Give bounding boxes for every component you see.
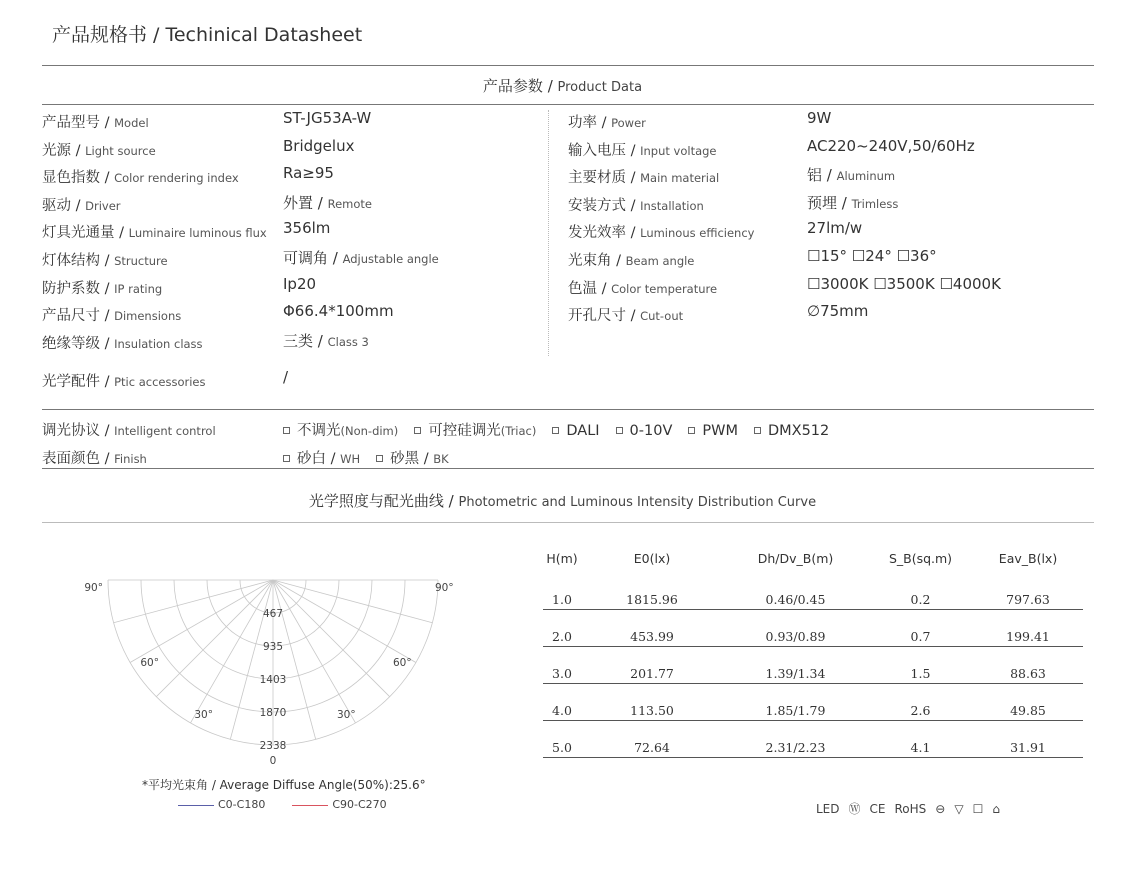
polar-spoke: [273, 580, 356, 723]
table-cell: 113.50: [581, 683, 723, 720]
angle-label: 60°: [140, 657, 159, 669]
table-header: E0(lx): [633, 550, 671, 566]
cert-icon: ☐: [972, 801, 984, 816]
table-cell: 201.77: [581, 646, 723, 683]
spec-label: 产品型号 / Model: [42, 115, 149, 131]
spec-label: 输入电压 / Input voltage: [568, 142, 717, 159]
option-item[interactable]: 砂白 / WH: [283, 451, 360, 467]
table-row: [543, 683, 1083, 720]
table-cell: 88.63: [973, 646, 1083, 683]
option-item[interactable]: DMX512: [754, 423, 829, 439]
spec-value: Ip20: [283, 274, 317, 293]
polar-spoke: [273, 580, 416, 663]
divider: [42, 65, 1094, 66]
accessories-value: /: [283, 368, 289, 386]
cert-icon: ⌂: [992, 801, 1000, 816]
spec-label: 防护系数 / IP rating: [42, 280, 163, 297]
spec-value: AC220~240V,50/60Hz: [807, 136, 975, 155]
divider: [42, 104, 1094, 105]
checkbox[interactable]: [376, 455, 383, 462]
spec-label: 光源 / Light source: [42, 142, 156, 159]
angle-label: 30°: [194, 709, 213, 721]
polar-spoke: [191, 580, 274, 723]
table-row: [543, 646, 1083, 683]
polar-legend: [178, 798, 387, 811]
spec-value: 铝 / Aluminum: [807, 166, 896, 185]
radial-label: 1403: [259, 674, 287, 686]
angle-label: 30°: [337, 709, 356, 721]
spec-label: 功率 / Power: [568, 115, 646, 131]
option-item[interactable]: DALI: [552, 423, 599, 439]
divider: [42, 522, 1094, 523]
table-cell: 4.1: [868, 720, 973, 757]
table-row: [543, 572, 1083, 609]
spec-label: 发光效率 / Luminous efficiency: [568, 225, 755, 242]
radial-label: 1870: [259, 707, 287, 719]
spec-label: 主要材质 / Main material: [568, 170, 720, 187]
spec-label: 驱动 / Driver: [42, 197, 121, 214]
spec-label: 产品尺寸 / Dimensions: [42, 308, 182, 325]
control-label: 调光协议 / Intelligent control: [42, 423, 216, 439]
table-cell: 49.85: [973, 683, 1083, 720]
spec-value: 预埋 / Trimless: [807, 193, 899, 212]
table-cell: 1.0: [543, 572, 581, 609]
option-item[interactable]: 可控硅调光(Triac): [414, 423, 536, 439]
radial-label: 467: [262, 608, 284, 620]
product-data-heading: 产品参数 / Product Data: [482, 77, 643, 95]
finish-label: 表面颜色 / Finish: [42, 451, 147, 467]
spec-value: ☐15° ☐24° ☐36°: [807, 247, 937, 265]
spec-label: 灯具光通量 / Luminaire luminous flux: [42, 225, 267, 242]
spec-value: 三类 / Class 3: [283, 331, 369, 350]
polar-spoke: [273, 580, 432, 623]
column-divider: [548, 110, 549, 356]
photometric-table: [543, 550, 1083, 758]
table-cell: 1815.96: [581, 572, 723, 609]
polar-spoke: [114, 580, 273, 623]
table-header: Dh/Dv_B(m): [757, 550, 834, 566]
spec-label: 绝缘等级 / Insulation class: [42, 335, 203, 352]
checkbox[interactable]: [283, 427, 290, 434]
table-cell: 0.2: [868, 572, 973, 609]
angle-label: 0: [269, 755, 277, 767]
divider: [42, 409, 1094, 410]
spec-label: 光束角 / Beam angle: [568, 253, 695, 269]
checkbox[interactable]: [688, 427, 695, 434]
polar-spoke: [156, 580, 273, 697]
polar-spoke: [130, 580, 273, 663]
table-cell: 1.5: [868, 646, 973, 683]
spec-value: 可调角 / Adjustable angle: [283, 249, 439, 267]
option-item[interactable]: 砂黑 / BK: [376, 451, 449, 467]
legend-item: C0-C180: [178, 798, 265, 811]
table-cell: 3.0: [543, 646, 581, 683]
spec-label: 显色指数 / Color rendering index: [42, 170, 239, 187]
option-item[interactable]: 0-10V: [616, 423, 673, 439]
page-title: 产品规格书 / Techinical Datasheet: [52, 24, 363, 46]
radial-label: 935: [262, 641, 284, 653]
table-row: [543, 720, 1083, 757]
spec-value: ∅75mm: [807, 302, 869, 321]
checkbox[interactable]: [754, 427, 761, 434]
cert-icon: CE: [869, 801, 886, 816]
table-cell: 2.31/2.23: [723, 720, 868, 757]
table-cell: 31.91: [973, 720, 1083, 757]
table-cell: 1.85/1.79: [723, 683, 868, 720]
spec-value: ☐3000K ☐3500K ☐4000K: [807, 274, 1001, 293]
control-options: [283, 419, 845, 440]
table-cell: 4.0: [543, 683, 581, 720]
beam-angle-note: *平均光束角 / Average Diffuse Angle(50%):25.6°: [142, 778, 426, 792]
spec-value: 27lm/w: [807, 219, 863, 238]
option-item[interactable]: PWM: [688, 423, 738, 439]
checkbox[interactable]: [283, 455, 290, 462]
table-cell: 0.7: [868, 609, 973, 646]
spec-value: Bridgelux: [283, 136, 355, 155]
table-cell: 0.93/0.89: [723, 609, 868, 646]
table-cell: 199.41: [973, 609, 1083, 646]
divider: [42, 468, 1094, 469]
finish-options: [283, 447, 465, 468]
spec-value: 9W: [807, 109, 832, 127]
photometric-heading: 光学照度与配光曲线 / Photometric and Luminous Intensity Distribution Curve: [308, 492, 817, 510]
table-cell: 2.0: [543, 609, 581, 646]
table-cell: 453.99: [581, 609, 723, 646]
table-cell: 72.64: [581, 720, 723, 757]
angle-label: 90°: [435, 582, 454, 594]
table-header: Eav_B(lx): [998, 550, 1058, 566]
spec-label: 开孔尺寸 / Cut-out: [568, 308, 684, 325]
cert-icon: RoHS: [894, 801, 927, 816]
spec-value: Φ66.4*100mm: [283, 302, 394, 321]
table-cell: 5.0: [543, 720, 581, 757]
angle-label: 90°: [84, 582, 103, 594]
accessories-label: 光学配件 / Ptic accessories: [42, 374, 206, 390]
radial-label: 2338: [259, 740, 287, 752]
checkbox[interactable]: [552, 427, 559, 434]
table-header: S_B(sq.m): [888, 550, 953, 566]
cert-icon: Ⓦ: [848, 802, 861, 816]
table-header: H(m): [546, 550, 578, 566]
spec-label: 灯体结构 / Structure: [42, 253, 168, 269]
checkbox[interactable]: [616, 427, 623, 434]
table-cell: 1.39/1.34: [723, 646, 868, 683]
spec-value: Ra≥95: [283, 164, 334, 183]
table-row: [543, 609, 1083, 646]
cert-icon: ▽: [954, 801, 964, 816]
spec-label: 安装方式 / Installation: [568, 197, 704, 214]
certification-marks: [816, 800, 1000, 817]
cert-icon: ⊖: [935, 801, 946, 816]
table-cell: 2.6: [868, 683, 973, 720]
spec-label: 色温 / Color temperature: [568, 280, 718, 297]
spec-value: 356lm: [283, 219, 331, 238]
polar-spoke: [273, 580, 390, 697]
spec-value: ST-JG53A-W: [283, 109, 372, 127]
table-cell: 797.63: [973, 572, 1083, 609]
spec-value: 外置 / Remote: [283, 193, 372, 212]
checkbox[interactable]: [414, 427, 421, 434]
legend-item: C90-C270: [292, 798, 386, 811]
table-cell: 0.46/0.45: [723, 572, 868, 609]
option-item[interactable]: 不调光(Non-dim): [283, 423, 398, 439]
polar-distribution-chart: [63, 530, 483, 770]
angle-label: 60°: [393, 657, 412, 669]
cert-icon: LED: [816, 801, 840, 816]
